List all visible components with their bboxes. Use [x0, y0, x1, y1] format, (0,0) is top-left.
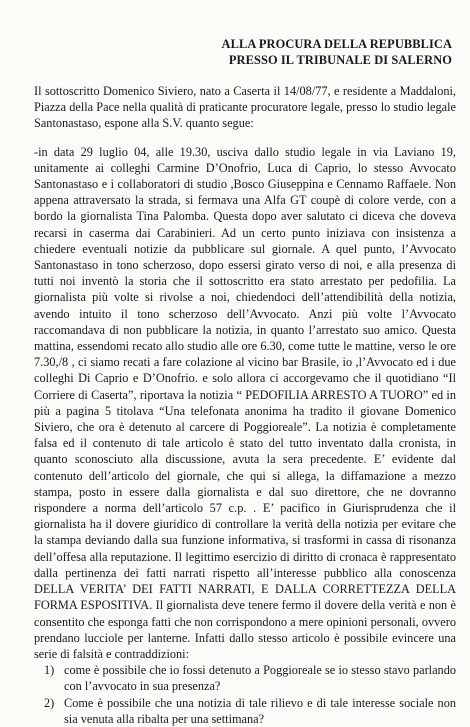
list-item	[34, 662, 456, 694]
header-line-1: ALLA PROCURA DELLA REPUBBLICA	[221, 37, 452, 51]
question-text: Come è possibile che una notizia di tale rilievo e di tale interesse sociale non sia venuta alla ribalta per una settimana?	[64, 695, 456, 726]
question-number: 2)	[44, 695, 55, 710]
body-paragraph: -in data 29 luglio 04, alle 19.30, usciva dallo studio legale in via Laviano 19, unitamente ai colleghi Carmine D’Onofrio, Luca di Caprio, lo stesso Avvocato Santonastaso e i collaboratori di studio ,Bosco Giuseppina e Cennamo Raffaele. Non appena attraversato la strada, si fermava una Alfa GT coupè di colore verde, con a bordo la giornalista Tina Palomba. Questa dopo aver salutato ci diceva che doveva recarsi in caserma dai Carabinieri. Ad un certo punto iniziava con insistenza a chiedere eventuali notizie da pubblicare sul giornale. A quel punto, l’Avvocato Santonastaso in tono scherzoso, dopo essersi girato verso di noi, e alla presenza di tutti noi inventò la storia che il sottoscritto era stato arrestato per pedofilia. La giornalista più volte si rivolse a noi, chiedendoci dell’attendibilità della notizia, avendo intuito il tono scherzoso dell’Avvocato. Anzi più volte l’Avvocato raccomandava di non pubblicare la notizia, in quanto l’arrestato suo amico. Questa mattina, essendomi recato allo studio alle ore 6.30, come tutte le mattine, verso le ore 7.30,/8 , ci siamo recati a fare colazione al vicino bar Brasile, io ,l’Avvocato ed i due colleghi Di Caprio e D’Onofrio. e solo allora ci accorgevamo che il quotidiano “Il Corriere di Caserta”, riportava la notizia “ PEDOFILIA ARRESTO A TUORO” ed in più a pagina 5 titolava “Una telefonata anonima ha tradito il giovane Domenico Siviero, che ora è detenuto al carcere di Poggioreale”. La notizia è completamente falsa ed il contenuto di tale articolo è stato del tutto inventato dalla cronista, in quanto sconosciuto alla discussione, avuta la sera precedente. E’ evidente dal contenuto dell’articolo del giornale, che qui si allega, la diffamazione a mezzo stampa, posto in essere dalla giornalista e dal suo direttore, che ne dovranno rispondere a norma dell’articolo 57 c.p. . E’ pacifico in Giurisprudenza che il giornalista ha il dovere giuridico di controllare la verità della notizia per evitare che la stampa deviando dalla sua funzione informativa, si trasformi in cassa di risonanza dell’offesa alla reputazione. Il legittimo esercizio di diritto di cronaca è rappresentato dalla pertinenza dei fatti narrati rispetto all’interesse pubblico alla conoscenza DELLA VERITA’ DEI FATTI NARRATI, E DALLA CORRETTEZZA DELLA FORMA ESPOSITIVA. Il giornalista deve tenere fermo il dovere della verità e non è consentito che esponga fatti che non corrispondono a mere opinioni personali, ovvero prendano lucciole per lanterne. Infatti dallo stesso articolo è possibile evincere una serie di falsità e contraddizioni:	[34, 144, 456, 661]
document-header	[34, 36, 452, 68]
intro-paragraph: Il sottoscritto Domenico Siviero, nato a Caserta il 14/08/77, e residente a Maddaloni, Piazza della Pace nella qualità di praticante procuratore legale, presso lo studio legale Santonastaso, espone alla S.V. quanto segue:	[34, 84, 456, 131]
question-number: 1)	[44, 663, 55, 678]
header-line-2: PRESSO IL TRIBUNALE DI SALERNO	[228, 53, 452, 67]
question-text: come è possibile che io fossi detenuto a Poggioreale se io stesso stavo parlando con l’avvocato in sua presenza?	[64, 663, 456, 694]
questions-list	[34, 662, 456, 727]
list-item	[34, 695, 456, 727]
